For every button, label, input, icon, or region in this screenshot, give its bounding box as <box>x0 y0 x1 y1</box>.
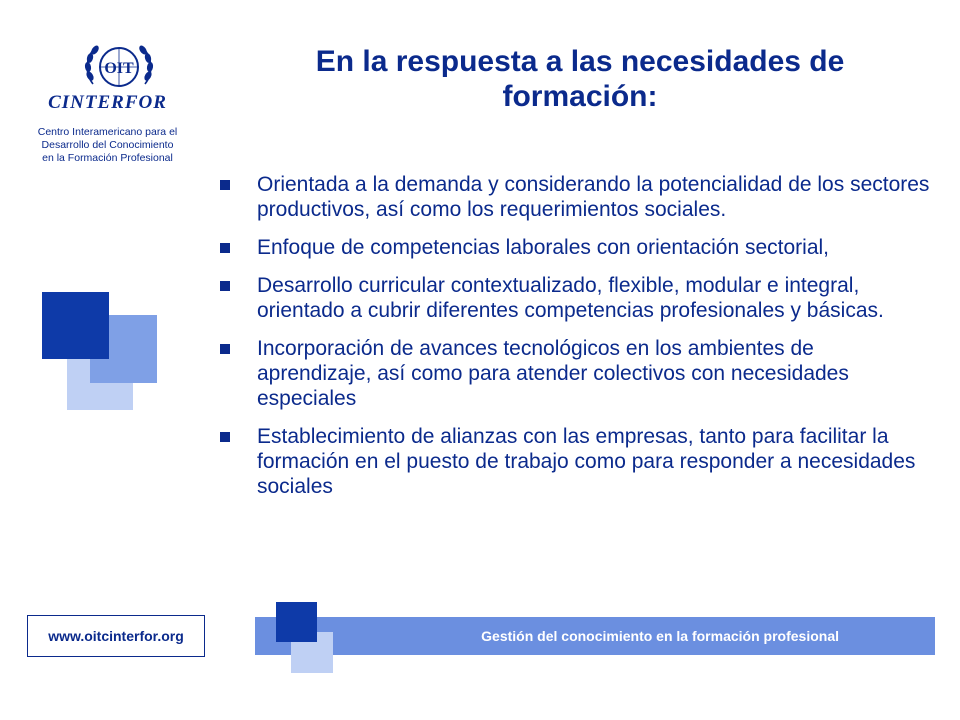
footer-tagline: Gestión del conocimiento en la formación profesional <box>481 628 839 644</box>
bullet-text: Desarrollo curricular contextualizado, flexible, modular e integral, orientado a cubrir diferentes competencias profesionales y básicas. <box>257 274 884 322</box>
bullet-square-icon <box>220 243 230 253</box>
bullet-square-icon <box>220 281 230 291</box>
website-url-link[interactable]: www.oitcinterfor.org <box>27 615 205 657</box>
bullet-text: Establecimiento de alianzas con las empresas, tanto para facilitar la formación en el puesto de trabajo como para responder a necesidades sociales <box>257 425 916 498</box>
list-item <box>214 336 934 411</box>
logo-caption-line: Centro Interamericano para el <box>37 126 178 138</box>
bullet-text: Incorporación de avances tecnológicos en los ambientes de aprendizaje, así como para atender colectivos con necesidades especiales <box>257 337 849 410</box>
list-item <box>214 273 934 323</box>
bullet-text: Orientada a la demanda y considerando la potencialidad de los sectores productivos, así como los requerimientos sociales. <box>257 173 930 221</box>
logo-caption-line: Desarrollo del Conocimiento <box>41 139 174 151</box>
oit-cinterfor-logo <box>20 40 195 170</box>
title-line: formación: <box>502 80 658 113</box>
logo-wordmark: CINTERFOR <box>48 92 167 113</box>
decorative-square-dark <box>42 292 109 359</box>
logo-caption <box>20 126 195 165</box>
logo-caption-line: en la Formación Profesional <box>42 152 173 164</box>
bullet-square-icon <box>220 344 230 354</box>
list-item <box>214 424 934 499</box>
bullet-square-icon <box>220 432 230 442</box>
list-item <box>214 172 934 222</box>
bullet-text: Enfoque de competencias laborales con orientación sectorial, <box>257 236 830 259</box>
slide-title <box>230 44 930 114</box>
svg-text:OIT: OIT <box>104 60 134 77</box>
bullet-list <box>214 172 934 512</box>
title-line: En la respuesta a las necesidades de <box>315 45 845 78</box>
list-item <box>214 235 934 260</box>
bullet-square-icon <box>220 180 230 190</box>
oit-emblem-icon <box>83 40 155 95</box>
